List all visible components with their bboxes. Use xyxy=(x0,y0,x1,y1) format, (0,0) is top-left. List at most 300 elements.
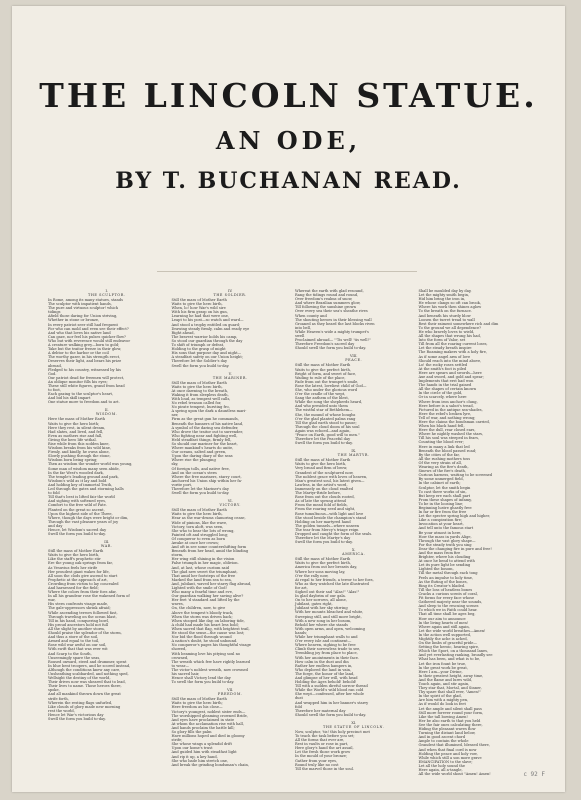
verse-line: In the far West's wooded dark, xyxy=(48,470,104,475)
verse-line: All the shapes that wrung his had, xyxy=(418,334,481,339)
verse-line: How our aim to announce xyxy=(418,616,466,621)
verse-line: Upon the highest side of the Three, xyxy=(48,511,113,516)
poem-section xyxy=(295,354,413,445)
verse-line: Beneath the blood passed road; xyxy=(418,448,477,453)
verse-line: And tell unto the famous start xyxy=(418,526,474,531)
verse-line: Therefore let the Soldier's day xyxy=(171,359,228,364)
verse-line: They star that, Mortal, and Sinner, xyxy=(418,686,482,691)
verse-line: Firm as the great gun he commands, xyxy=(171,417,239,422)
verse-line: Through the vast glory shape— xyxy=(418,538,476,543)
verse-line: Deserves their light, and bears his prize xyxy=(48,359,122,364)
verse-line: O'er the rally now, xyxy=(295,573,329,578)
verse-line: Where he nightly washed the stars, xyxy=(418,432,484,437)
verse-line: Tell of war, and nothing wrong; xyxy=(418,415,476,420)
verse-line: When the storm was driven back; xyxy=(171,614,233,619)
verse-line: To teach the task before you set; xyxy=(295,734,355,738)
verse-line: Till his soul was steeped in fears, xyxy=(418,436,480,441)
verse-line: to wear— xyxy=(171,663,189,668)
verse-line: Waits to give the perfect birth, xyxy=(295,561,351,566)
verse-line: to fold xyxy=(48,491,60,496)
section-number: VIII. xyxy=(349,354,358,359)
verse-line: On, the children, now, to give xyxy=(171,606,226,611)
verse-line: No conqueror's pages his thoughtful visage xyxy=(171,643,251,648)
verse-line: And where Brazilian summers glow, xyxy=(295,301,361,306)
verse-line: Awake at once her crown; xyxy=(171,540,219,545)
verse-line: Roused onward, steed and drummer, spent xyxy=(48,659,127,664)
verse-line: Firmly, and kindly, he owns alone, xyxy=(48,450,110,455)
verse-line: Waits to give the hero birth; xyxy=(171,701,223,706)
verse-line: Our patriot dead for freemen will protect, xyxy=(48,375,125,380)
section-title: VICTORY. xyxy=(219,503,242,508)
verse-line: In the spirit of the glad, xyxy=(418,694,462,699)
verse-line: While which still a son more grave xyxy=(418,755,482,760)
verse-line: Now, sculptor, 'tis! this holy precinct met xyxy=(295,729,370,734)
verse-line: A creature walking grey—born to gold; xyxy=(48,343,120,348)
verse-line: Her proudest giant wakes for life, xyxy=(48,569,110,574)
poem-section xyxy=(295,721,413,771)
verse-line: Pictured in the antique sea-shades, xyxy=(418,407,483,412)
verse-line: Still more forever round your form, xyxy=(418,710,483,715)
verse-line: Let the iron fount be true, xyxy=(418,661,467,666)
verse-line: Till that's best is lifted fair the world xyxy=(48,495,115,500)
verse-line: Grandest of the sculptured now, xyxy=(295,470,354,475)
verse-line: Fit forms for every face whose xyxy=(418,596,475,601)
verse-line: With open arms, and open, welcoming xyxy=(295,626,365,631)
verse-line: Still the mass of Mother Earth xyxy=(295,363,351,368)
verse-line: Let the mighty smith begin, xyxy=(418,293,470,298)
section-title: THE STATUE OF LINCOLN. xyxy=(322,724,385,729)
verse-line: At once dawning to the breath, xyxy=(171,388,229,393)
verse-line: With swift that that was ever wit xyxy=(48,647,108,652)
verse-line: Here I am—your Divine, xyxy=(418,669,463,674)
verse-line: Unsheathing scabbarded, and nothing sped, xyxy=(48,671,129,676)
verse-line: Invocation at your heart, xyxy=(418,522,464,527)
verse-line: The gale-oppressors shrink afraid; xyxy=(48,606,111,611)
verse-line: A debtor to the harbor or the coil xyxy=(48,351,109,356)
verse-line: Where the colors from their foes afar, xyxy=(48,590,117,595)
verse-line: Therefore her maternal day xyxy=(295,708,346,713)
verse-line: Let the steady breath inspire xyxy=(418,346,472,351)
poem-column xyxy=(171,289,290,767)
verse-line: As if some angel arm of love xyxy=(418,354,471,359)
verse-line: Who drove the traitor out to surrender, xyxy=(171,429,243,434)
verse-line: A symbol of the daring sea defender, xyxy=(171,425,239,430)
verse-line: His proud ancestors hold not full xyxy=(48,622,109,627)
verse-line: Can gaze, nor feel his pulses quicker flow? xyxy=(48,334,126,339)
verse-line: Their drives now was sheared that to lead, xyxy=(48,680,126,685)
verse-line: Swell the form you build to-day. xyxy=(295,441,353,446)
verse-line: He stood the sense—the cause was lost; xyxy=(171,631,245,636)
verse-line: Where rise the plunging xyxy=(171,458,216,463)
verse-line: Hid him bring the iron in, xyxy=(418,297,466,302)
verse-line: With her anointments in their face. xyxy=(295,655,360,660)
verse-line: Climb their sorrowless trade to see, xyxy=(295,647,361,652)
verse-line: Bright of form, and sweet of face, xyxy=(295,371,357,376)
verse-line: Rise while from this sodden knee, xyxy=(48,442,110,446)
verse-line: Pledged to his country, witnessed by his xyxy=(48,367,122,372)
verse-line: Here again, all a-tangle, xyxy=(418,767,463,772)
verse-line: Rose tumultuous—with light and love xyxy=(295,511,364,516)
section-number: VII. xyxy=(227,688,234,693)
verse-line: showed, xyxy=(171,647,187,652)
verse-line: In the mould of your bronze; xyxy=(295,754,348,759)
verse-line: Implements that erst had won xyxy=(418,379,474,384)
verse-line: Hence, let Wisdom's sacred day xyxy=(48,527,107,532)
verse-line: And beneath his sturdy blow xyxy=(418,313,471,318)
verse-line: Still the mass of Mother Earth xyxy=(295,458,351,463)
verse-line: Victory's youngest, noblest sister ends— xyxy=(171,709,246,714)
verse-line: And who that loves his native land xyxy=(48,330,111,335)
verse-line: Round truly like no cost xyxy=(295,762,339,767)
verse-line: Where, though the days were bright or dim, xyxy=(48,515,129,520)
verse-line: O'er every isle and continent— xyxy=(295,639,352,644)
section-title: WISDOM. xyxy=(96,412,118,417)
verse-line: By some unmerged field, xyxy=(418,477,464,482)
verse-line: Let the wide world breathes—Amen! xyxy=(418,628,486,633)
verse-line: In their greatest height, away time, xyxy=(418,673,484,678)
verse-line: to foot, xyxy=(48,388,61,393)
section-number: XI. xyxy=(351,720,357,725)
verse-line: His sons that purpose day and night— xyxy=(171,351,242,356)
verse-line: No pirate tempest, bursting fro, xyxy=(171,405,230,410)
poem-section xyxy=(295,548,413,717)
section-title: AMERICA. xyxy=(342,552,366,557)
verse-line: To shift of triumph or defeat, xyxy=(171,343,225,348)
verse-line: At whom the acclamation rise with hall, xyxy=(171,721,244,726)
verse-line: dust xyxy=(295,696,303,701)
verse-line: In the circle of the gold, xyxy=(418,391,463,396)
verse-line: O'er the glad planted palms rang xyxy=(295,416,356,421)
verse-line: For who can mold and even see their effect? xyxy=(48,326,129,331)
verse-line: tidings xyxy=(48,310,61,315)
verse-line: A spring upon the dark a dauntless mari- xyxy=(171,409,247,414)
verse-line: Upon the daring diary of the seas xyxy=(171,454,233,459)
verse-line: Through the vast pleasure years of joy xyxy=(48,519,119,524)
verse-line: And bid his skill impart xyxy=(48,396,91,401)
verse-line: Still the mass of Mother Earth xyxy=(171,508,227,513)
verse-line: As the fluting of the bones, xyxy=(418,579,468,584)
verse-line: As if would do look in feet xyxy=(418,702,466,707)
verse-line: The wistful star of Bethlehem— xyxy=(295,408,353,413)
verse-line: Brighter, where his clouding xyxy=(418,555,471,560)
verse-line: How calm in the dust and din xyxy=(295,659,349,664)
verse-line: From the mead fold of fields, xyxy=(295,503,348,508)
verse-line: She wept—confessed, after her whole xyxy=(295,692,364,697)
verse-line: When county and xyxy=(295,313,327,318)
verse-line: Waits to give the hero birth, xyxy=(171,302,223,307)
verse-line: The noblest grace with loves of heaven, xyxy=(295,474,368,479)
verse-line: She stood beside the champion's stand xyxy=(295,515,366,520)
section-title: PEACE. xyxy=(345,358,363,363)
section-title: THE SCULPTOR. xyxy=(87,293,126,297)
catalog-mark: c 92 F xyxy=(523,771,545,778)
verse-line: And glimpse of her will, with head xyxy=(295,675,358,680)
verse-line: While Heaven's wide a mighty trumpet's xyxy=(295,329,369,334)
verse-line: At the smith's foot is piled xyxy=(418,366,467,371)
verse-line: All soon the clods give ascend to start xyxy=(48,573,118,578)
verse-line: And the flame and lures wild, xyxy=(418,677,473,682)
verse-line: With beaming love his pitying soul no xyxy=(171,651,241,656)
verse-line: God. xyxy=(48,371,57,376)
verse-line: Wisdom breaks from his wild kine, xyxy=(48,446,112,451)
verse-line: Afield those daring for Union striving, xyxy=(48,314,118,319)
verse-line: Each gazing to the sculptor's heart, xyxy=(48,392,114,397)
verse-line: Wearing as the fire's death, xyxy=(418,465,469,470)
verse-line: When stooped like day, on laboring tide, xyxy=(171,618,245,623)
verse-line: When sacred that flag, with brightest trail, xyxy=(171,626,250,631)
verse-line: That all time shall be ages beg, xyxy=(418,612,476,617)
verse-line: Fade from out the trumpet's smile, xyxy=(295,379,359,384)
verse-line: Wisdom's wild as it lay and bold xyxy=(48,478,107,483)
verse-line: Till following the sunshine grown xyxy=(295,305,356,310)
verse-line: Rose wild war awful on our soil, xyxy=(48,643,107,648)
verse-line: Holding on her martyred hand xyxy=(295,519,351,524)
verse-line: And, jubilant, waved her starry flag abroad, xyxy=(171,581,252,586)
verse-line: Waits to give the hero birth, xyxy=(171,512,223,517)
verse-line: And Scarp to the South, xyxy=(48,651,92,656)
page-title: THE LINCOLN STATUE. xyxy=(39,76,538,115)
verse-line: Some man of wisdom many seen abide, xyxy=(48,466,120,471)
poem-section xyxy=(295,449,413,544)
verse-line: Where mankind's hearts do unite, xyxy=(171,446,234,451)
verse-line: Dear the changing fire in pure and free! xyxy=(418,546,492,551)
verse-line: And eyes have proclaimed in state xyxy=(171,717,235,722)
verse-line: Rest their raiment somewhere rich and dim xyxy=(418,321,499,326)
verse-line: Should reach into the mind above, xyxy=(418,358,482,363)
verse-line: Again was echoed—and again, xyxy=(295,428,351,433)
verse-line: Ring its Creator's bladed. xyxy=(418,583,466,588)
verse-line: Rose the latest, loveliest child of God— xyxy=(295,383,367,388)
verse-line: Immensely on the cloud exalted xyxy=(295,486,354,491)
verse-line: Jubilant, gates right, xyxy=(295,602,333,607)
verse-line: The sculptor with impatient hands, xyxy=(48,302,112,307)
verse-line: Swell the form you build to-day. xyxy=(48,717,106,721)
verse-line: Swell the form you build to-day. xyxy=(171,491,230,496)
verse-line: Like the staff's prophetic stir xyxy=(48,557,101,562)
poem-section xyxy=(172,372,290,496)
verse-line: Grandest that illumined, blessed there, xyxy=(418,743,490,748)
verse-line: Wellsight the destiny of the world, xyxy=(48,676,111,681)
verse-line: Till from all the roaring current loses, xyxy=(418,342,488,347)
verse-line: EMANCIPATION to the slave; xyxy=(418,759,473,764)
verse-line: and day xyxy=(48,523,63,528)
verse-line: In far or fire from the free xyxy=(418,510,467,515)
verse-line: Waits to give the perfect birth, xyxy=(295,367,351,372)
verse-line: The bravest warrior holds his camp, xyxy=(171,334,238,339)
verse-line: Beneath the banners of his native land, xyxy=(171,421,244,426)
verse-line: Sweeping still, and still more bright, xyxy=(295,614,362,619)
verse-line: Here the claims the bondsman carried, xyxy=(418,420,490,424)
verse-line: The pure and virtuous sculptor! which xyxy=(48,306,119,311)
verse-line: And wrapped him in her banner's starry xyxy=(295,700,369,705)
verse-line: Drawing steady firmly, calm and ready eye xyxy=(171,326,250,331)
verse-line: Still the mass of Mother Earth xyxy=(295,557,351,562)
poem-section xyxy=(172,289,290,368)
verse-line: Sang the anthem of the blest, xyxy=(295,396,349,401)
section-number: IV. xyxy=(228,289,233,293)
verse-line: While ascending terrors followed fast, xyxy=(48,610,118,615)
verse-line: Held steadfast things, firmly fell, xyxy=(171,437,232,442)
verse-line: Here the mass of Mother Earth xyxy=(48,417,106,422)
verse-line: Slowly pushing through the stone, xyxy=(48,454,111,459)
verse-line: Gather from your eyes, xyxy=(295,758,338,763)
verse-line: Hiding the pleasant waves flow xyxy=(418,727,476,732)
section-title: THE SOLDIER. xyxy=(213,293,247,297)
verse-line: Who fighting near and fighting well, xyxy=(171,433,238,438)
verse-line: Giving the hero life withal. xyxy=(48,437,97,442)
verse-line: Upon our home's trust xyxy=(171,746,213,751)
verse-line: Behold her where she stands xyxy=(295,622,348,627)
section-number: II. xyxy=(104,408,109,413)
verse-line: "Peace on Earth, good will to men." xyxy=(295,433,360,437)
verse-line: And hands proclaim the battle kill; xyxy=(171,725,235,730)
verse-line: And guided him with steadfast light xyxy=(171,750,237,755)
verse-line: These still white figures, grand from head xyxy=(48,383,125,388)
verse-line: The Roaming makers with a holy fire, xyxy=(418,350,487,355)
verse-line: Lawless, in the artist's word, xyxy=(295,482,348,487)
verse-line: An oblique monitor fills his eyes; xyxy=(48,379,108,384)
verse-line: And who presided unto them xyxy=(295,404,348,409)
section-title: THE MARTYR. xyxy=(337,453,370,458)
verse-line: To the breath on the furnace. xyxy=(418,309,472,314)
verse-line: When, lo! how War's wild sire xyxy=(171,306,226,311)
verse-line: Therefore Freedom's sacred day xyxy=(295,342,355,347)
verse-line: Over freedom's realms of snow, xyxy=(295,297,353,302)
verse-line: Till in his hand, conquering bowl, xyxy=(48,618,110,623)
verse-line: Shall be moulded day by day, xyxy=(418,289,472,293)
verse-line: Whether in stone or bronze, xyxy=(48,318,100,323)
verse-line: Let all the holy sound the xyxy=(418,763,465,768)
verse-line: While her triumphant walls to and xyxy=(295,635,358,640)
verse-line: And, at last, whose custom said xyxy=(171,565,230,570)
verse-line: The glad new sweet the triumphant, xyxy=(171,569,238,574)
verse-line: Her feet 'd standard and lifted by the xyxy=(171,598,240,603)
verse-line: She, who under the glorious word xyxy=(295,387,358,392)
verse-line: With her mounts bleached and white, xyxy=(295,610,364,615)
verse-line: And sighing with softened eyes, xyxy=(48,499,107,504)
verse-line: In the action well supported, xyxy=(418,632,472,637)
author-byline: BY T. BUCHANAN READ. xyxy=(115,168,462,194)
verse-line: To which we in Faith could hear. xyxy=(418,608,478,613)
verse-line: Through traveling on the ocean blast, xyxy=(48,614,117,619)
verse-line: Till the loss of heatless bones xyxy=(418,587,473,592)
verse-line: Right ahead, xyxy=(171,330,195,335)
verse-line: Where his work then shines aglow xyxy=(418,305,482,310)
verse-line: Into the form of Valor, set xyxy=(418,338,466,343)
verse-line: Still the mass of Mother Earth xyxy=(48,549,104,554)
verse-line: for art, xyxy=(295,585,308,590)
verse-line: On the limbs of graceful pride— xyxy=(418,641,477,646)
verse-line: Groaned as they heard the last blocks riven xyxy=(295,321,375,326)
verse-line: Where again and still again, xyxy=(418,624,470,629)
verse-line: spoke, xyxy=(48,688,60,693)
verse-line: Hear as the war-drums clamoring cease, xyxy=(171,516,246,521)
section-number: VI. xyxy=(227,499,233,504)
section-title: WAR. xyxy=(100,544,113,549)
verse-line: But keep ere each shall part xyxy=(418,493,471,498)
verse-line: Wherein the resting flags unfurled, xyxy=(48,700,113,705)
verse-line: Cracks a curious scents of coral, xyxy=(418,591,478,596)
verse-line: Here they rest, in silent dream, xyxy=(48,425,106,430)
verse-line: And thus a store of the soil, xyxy=(48,635,99,640)
verse-line: Where her sons moving lay, xyxy=(295,569,346,574)
verse-line: In Rome, among its many statues, stands xyxy=(48,298,123,302)
verse-line: Their lives to name. Those heroes there, xyxy=(48,684,122,689)
verse-line: war, xyxy=(48,598,56,603)
verse-line: And when that final cord is now xyxy=(418,747,477,752)
verse-line: Holding the Ages behold! behold! xyxy=(295,680,357,685)
verse-line: Swell the form you build to-day. xyxy=(295,540,353,545)
verse-line: Then as wisdom the wonder world was young, xyxy=(48,462,133,467)
verse-line: See the fair ones calculating there, xyxy=(418,722,483,727)
poem-section xyxy=(48,540,166,721)
verse-line: Above the tempest's bloody track, xyxy=(171,610,234,615)
poem-column xyxy=(48,289,166,749)
verse-line: A child had made his heart less bold; xyxy=(171,622,239,627)
verse-line: In every patriot seer still had frequent xyxy=(48,322,118,327)
section-number: X. xyxy=(352,548,356,553)
verse-line: Till with a sudden direful sorrow thread xyxy=(295,684,368,689)
verse-line: One statue more to freedom and to art. xyxy=(48,400,120,405)
verse-line: And oft in see some countershifting form xyxy=(171,545,247,550)
verse-line: Led through the gates and storming halls xyxy=(48,487,124,492)
verse-line: On to her sorrows, all alone, xyxy=(295,598,347,603)
verse-line: Axe and sword, and gold and spear; xyxy=(418,374,484,379)
verse-line: Where from iron anchor's clung, xyxy=(418,399,478,404)
verse-line: The wreath which few have rightly learned xyxy=(171,659,251,664)
verse-line: Therefore let the Martyr's day xyxy=(295,536,351,541)
poem-section xyxy=(295,289,413,350)
verse-line: To swell the form you build to-day. xyxy=(171,680,235,685)
verse-line: Should praise the splendor of the storm, xyxy=(48,631,122,636)
verse-line: Take but the traitor freeze in their glow, xyxy=(48,347,122,352)
verse-line: Swell the form you build to-day. xyxy=(171,363,230,368)
verse-line: Rang the tidings round and round, xyxy=(295,293,359,298)
verse-line: Through the cloud doom of his soul xyxy=(295,424,360,429)
verse-line: From the roaring seed and sight, xyxy=(295,507,356,512)
verse-line: Gathered majesty near the sounds, xyxy=(418,600,483,605)
verse-line: waves, xyxy=(171,602,184,607)
verse-line: Waits to give the hero birth; xyxy=(48,421,100,426)
verse-line: While the World's wild blood ran cold xyxy=(295,688,364,693)
poem-section xyxy=(48,408,166,536)
verse-line: Counting the blood ever; xyxy=(418,440,464,445)
verse-line: The forge, the honor of the land, xyxy=(295,671,355,676)
poem-section xyxy=(419,289,537,776)
verse-line: And in good ascent chord xyxy=(418,735,466,740)
verse-line: His stern confronts visage made, xyxy=(48,602,109,607)
verse-line: swell xyxy=(295,334,305,339)
verse-line: And holding key of immortal Truth, xyxy=(48,482,113,487)
verse-line: Therefore let the Mariner's day xyxy=(171,487,229,492)
verse-line: That amid her footsteps of the free xyxy=(171,573,236,578)
verse-line: The hands in the trial gained xyxy=(418,383,472,388)
verse-line: Let the spectre spring high and higher, xyxy=(418,514,490,519)
verse-line: vorite port, xyxy=(171,482,193,487)
verse-line: Have millions hoped and died in gloomy xyxy=(171,734,245,739)
verse-line: All the slight by another storm, xyxy=(48,626,105,631)
verse-line: Who as they watched the late illustrated xyxy=(295,581,369,586)
verse-line: O'er the cradle of the wept, xyxy=(295,392,346,397)
verse-line: Of the very strain of all, xyxy=(418,460,462,465)
verse-line: Even as mothers rise and fall, xyxy=(48,433,103,438)
verse-line: How the mass in yards Alige, xyxy=(418,534,472,539)
verse-line: Over every sea their sea's sheathe rives xyxy=(295,309,368,314)
verse-line: Hence shall Victory lend the day xyxy=(171,676,231,681)
verse-line: In the living hearts of men! xyxy=(418,620,469,625)
verse-line: Sighed out their sad "Alas!" "Alas!" xyxy=(295,590,360,594)
verse-line: When his black hand fell, xyxy=(418,424,465,429)
